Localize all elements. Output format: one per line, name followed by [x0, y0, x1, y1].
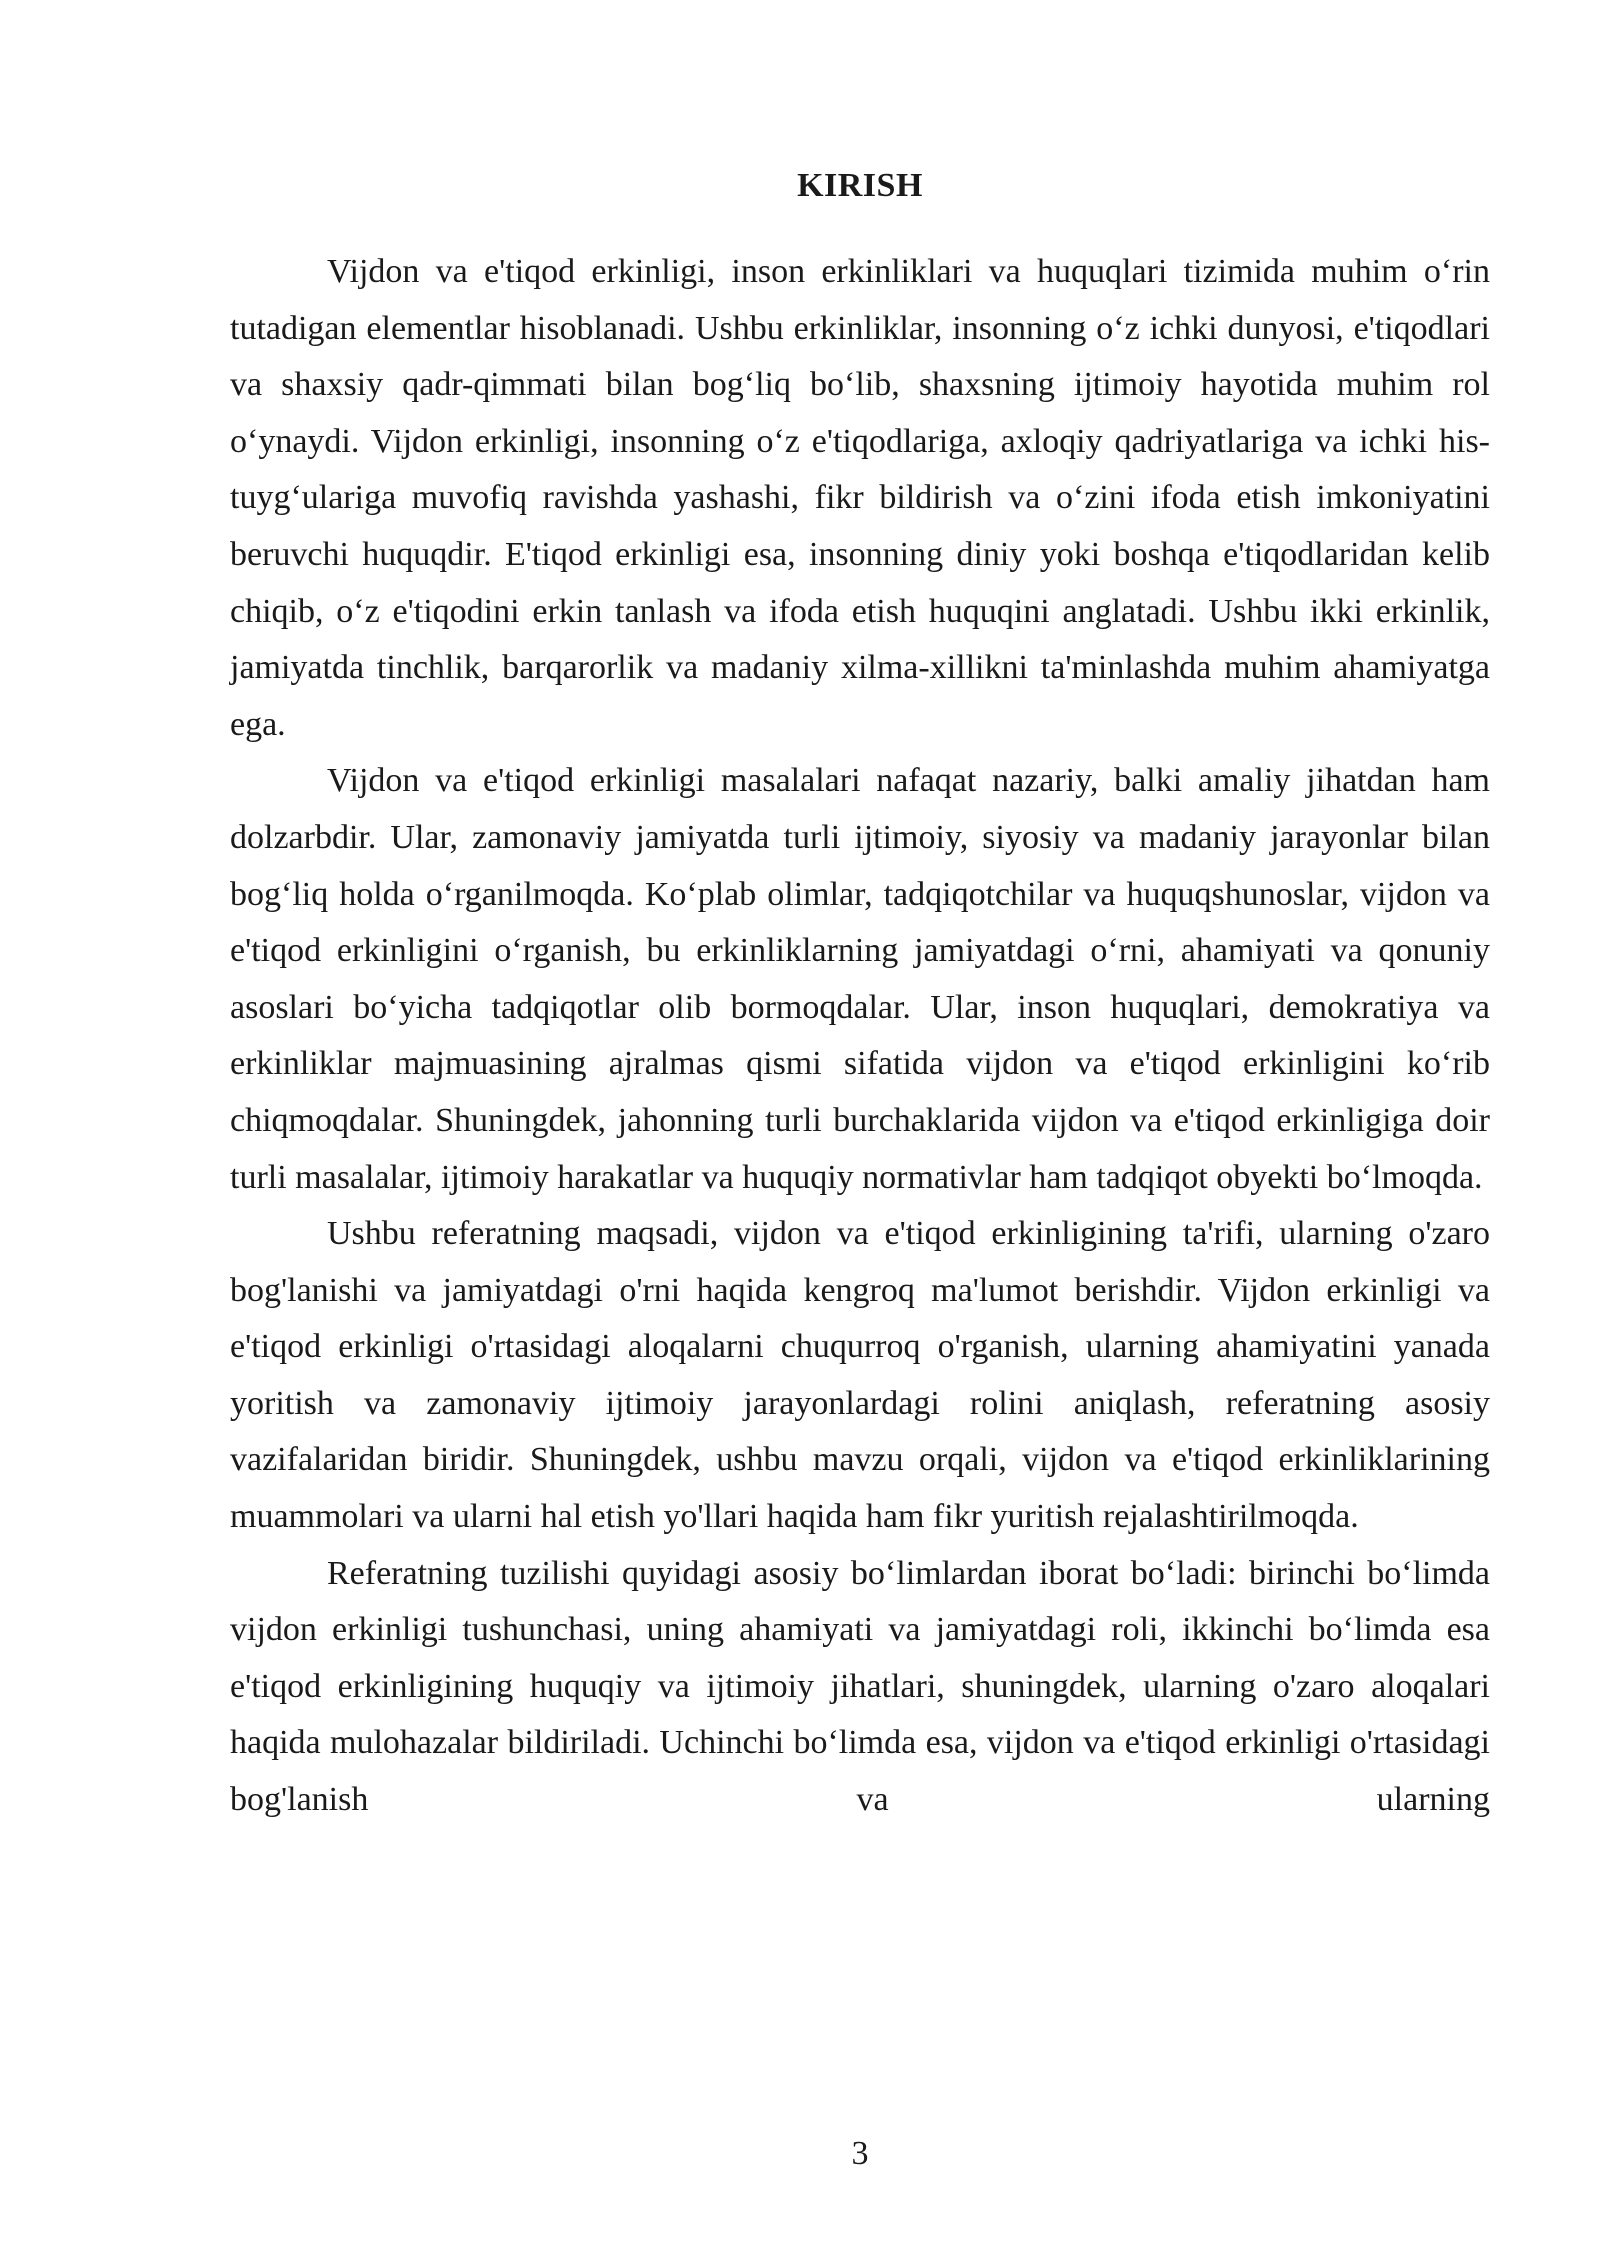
section-heading: KIRISH [797, 167, 923, 204]
paragraph-4: Referatning tuzilishi quyidagi asosiy bo‘limlardan iborat bo‘ladi: birinchi bo‘limda vijdon erkinligi tushunchasi, uning ahamiyati va jamiyatdagi roli, ikkinchi bo‘limda esa e'tiqod erkinligining huquqiy va ijtimoiy jihatlari, shuningdek, ularning o'zaro aloqalari haqida mulohazalar bildiriladi. Uchinchi bo‘limda esa, vijdon va e'tiqod erkinligi o'rtasidagi bog'lanish va ularning [230, 1554, 1490, 1819]
paragraph-2: Vijdon va e'tiqod erkinligi masalalari nafaqat nazariy, balki amaliy jihatdan ham dolzarbdir. Ular, zamonaviy jamiyatda turli ijtimoiy, siyosiy va madaniy jarayonlar bilan bog‘liq holda o‘rganilmoqda. Ko‘plab olimlar, tadqiqotchilar va huquqshunoslar, vijdon va e'tiqod erkinligini o‘rganish, bu erkinliklarning jamiyatdagi o‘rni, ahamiyati va qonuniy asoslari bo‘yicha tadqiqotlar olib bormoqdalar. Ular, inson huquqlari, demokratiya va erkinliklar majmuasining ajralmas qismi sifatida vijdon va e'tiqod erkinligini ko‘rib chiqmoqdalar. Shuningdek, jahonning turli burchaklarida vijdon va e'tiqod erkinligiga doir turli masalalar, ijtimoiy harakatlar va huquqiy normativlar ham tadqiqot obyekti bo‘lmoqda. [230, 762, 1490, 1196]
paragraph-1: Vijdon va e'tiqod erkinligi, inson erkinliklari va huquqlari tizimida muhim o‘rin tutadigan elementlar hisoblanadi. Ushbu erkinliklar, insonning o‘z ichki dunyosi, e'tiqodlari va shaxsiy qadr-qimmati bilan bog‘liq bo‘lib, shaxsning ijtimoiy hayotida muhim rol o‘ynaydi. Vijdon erkinligi, insonning o‘z e'tiqodlariga, axloqiy qadriyatlariga va ichki his-tuyg‘ulariga muvofiq ravishda yashashi, fikr bildirish va o‘zini ifoda etish imkoniyatini beruvchi huquqdir. E'tiqod erkinligi esa, insonning diniy yoki boshqa e'tiqodlaridan kelib chiqib, o‘z e'tiqodini erkin tanlash va ifoda etish huquqini anglatadi. Ushbu ikki erkinlik, jamiyatda tinchlik, barqarorlik va madaniy xilma-xillikni ta'minlashda muhim ahamiyatga ega. [230, 253, 1490, 743]
paragraph-3: Ushbu referatning maqsadi, vijdon va e'tiqod erkinligining ta'rifi, ularning o'zaro bog'lanishi va jamiyatdagi o'rni haqida kengroq ma'lumot berishdir. Vijdon erkinligi va e'tiqod erkinligi o'rtasidagi aloqalarni chuqurroq o'rganish, ularning ahamiyatini yanada yoritish va zamonaviy ijtimoiy jarayonlardagi rolini aniqlash, referatning asosiy vazifalaridan biridir. Shuningdek, ushbu mavzu orqali, vijdon va e'tiqod erkinliklarining muammolari va ularni hal etish yo'llari haqida ham fikr yuritish rejalashtirilmoqda. [230, 1215, 1490, 1536]
body-text [230, 244, 1490, 1829]
page-number: 3 [851, 2135, 869, 2172]
